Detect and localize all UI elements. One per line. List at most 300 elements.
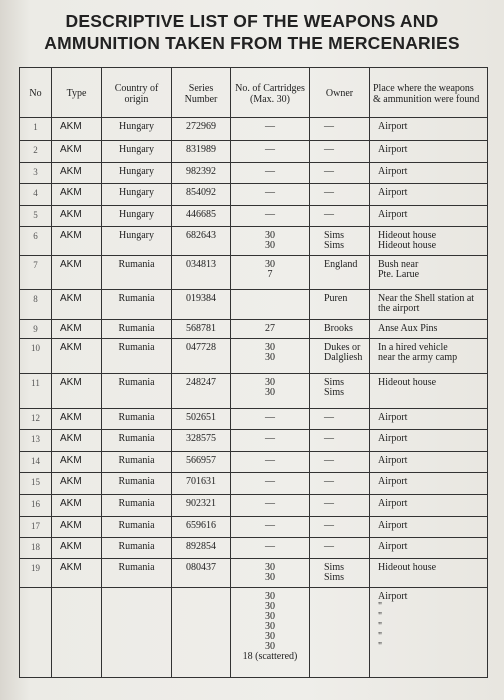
row-number: 4 (33, 188, 38, 198)
series-number: 080437 (186, 562, 216, 573)
row-number-cell (20, 256, 52, 290)
series-number: 248247 (186, 377, 216, 388)
empty-cell (52, 588, 102, 678)
country-of-origin: Rumania (118, 377, 155, 388)
header-place: Place where the weapons & ammunition were found (370, 68, 488, 118)
owner-cell (310, 290, 370, 320)
owner: — (324, 412, 334, 423)
ammo-cartridges-cell (231, 588, 310, 678)
cartridge-count-cell (231, 559, 310, 588)
cartridge-count-cell (231, 452, 310, 473)
cartridge-count: — (265, 187, 275, 198)
header-series: Series Number (172, 68, 231, 118)
row-number: 14 (31, 456, 40, 466)
owner: — (324, 144, 334, 155)
series-number-cell (172, 517, 231, 538)
place-found: In a hired vehicle near the army camp (378, 342, 458, 363)
header-type: Type (52, 68, 102, 118)
series-number-cell (172, 409, 231, 430)
row-number: 13 (31, 434, 40, 444)
weapon-type: AKM (60, 259, 82, 270)
weapon-type-cell (52, 452, 102, 473)
country-of-origin-cell (102, 495, 172, 517)
weapon-type: AKM (60, 293, 82, 304)
place-found: Anse Aux Pins (378, 323, 438, 334)
cartridge-count: 30 7 (265, 259, 275, 280)
table-row (20, 409, 488, 430)
place-found: Airport (378, 209, 408, 220)
series-number: 982392 (186, 166, 216, 177)
owner-cell (310, 495, 370, 517)
cartridge-count: — (265, 498, 275, 509)
country-of-origin-cell (102, 452, 172, 473)
place-found-cell (370, 256, 488, 290)
place-found-cell (370, 163, 488, 184)
country-of-origin-cell (102, 290, 172, 320)
series-number-cell (172, 227, 231, 256)
cartridge-count: — (265, 144, 275, 155)
table-row (20, 452, 488, 473)
owner-cell (310, 452, 370, 473)
table-row (20, 141, 488, 163)
row-number: 16 (31, 499, 40, 509)
table-row (20, 290, 488, 320)
header-owner: Owner (310, 68, 370, 118)
owner-cell (310, 320, 370, 339)
table-row (20, 495, 488, 517)
cartridge-count: — (265, 476, 275, 487)
series-number: 854092 (186, 187, 216, 198)
country-of-origin: Hungary (119, 121, 154, 132)
cartridge-count: 30 30 (265, 562, 275, 583)
country-of-origin: Rumania (118, 476, 155, 487)
series-number-cell (172, 290, 231, 320)
table-row (20, 256, 488, 290)
cartridge-count-cell (231, 538, 310, 559)
country-of-origin-cell (102, 320, 172, 339)
owner-cell (310, 141, 370, 163)
empty-cell (20, 588, 52, 678)
cartridge-count-cell (231, 256, 310, 290)
owner-cell (310, 206, 370, 227)
weapon-type-cell (52, 290, 102, 320)
place-found: Airport (378, 541, 408, 552)
place-found-cell (370, 118, 488, 141)
row-number-cell (20, 374, 52, 409)
empty-cell (102, 588, 172, 678)
place-found-cell (370, 430, 488, 452)
owner: Sims Sims (324, 562, 345, 583)
table-row (20, 227, 488, 256)
place-found-cell (370, 141, 488, 163)
owner: — (324, 498, 334, 509)
title-line-1: DESCRIPTIVE LIST OF THE WEAPONS AND (65, 11, 439, 31)
country-of-origin-cell (102, 339, 172, 374)
row-number: 2 (33, 145, 38, 155)
row-number: 3 (33, 167, 38, 177)
weapon-type-cell (52, 118, 102, 141)
series-number-cell (172, 320, 231, 339)
place-found: Airport (378, 187, 408, 198)
table-row (20, 559, 488, 588)
country-of-origin-cell (102, 538, 172, 559)
place-found: Near the Shell station at the airport (378, 293, 475, 314)
weapon-type: AKM (60, 230, 82, 241)
series-number: 831989 (186, 144, 216, 155)
country-of-origin: Rumania (118, 498, 155, 509)
table-row (20, 163, 488, 184)
row-number: 5 (33, 210, 38, 220)
weapon-type: AKM (60, 476, 82, 487)
row-number-cell (20, 538, 52, 559)
series-number: 682643 (186, 230, 216, 241)
row-number: 8 (33, 294, 38, 304)
weapons-table (19, 67, 488, 678)
table-row (20, 184, 488, 206)
owner: — (324, 476, 334, 487)
cartridge-count-cell (231, 290, 310, 320)
series-number: 659616 (186, 520, 216, 531)
place-found: Airport (378, 144, 408, 155)
cartridge-count: — (265, 412, 275, 423)
cartridge-count: — (265, 455, 275, 466)
owner: — (324, 209, 334, 220)
weapon-type-cell (52, 320, 102, 339)
weapon-type: AKM (60, 209, 82, 220)
place-found-cell (370, 409, 488, 430)
country-of-origin-cell (102, 559, 172, 588)
series-number-cell (172, 184, 231, 206)
cartridge-count-cell (231, 473, 310, 495)
row-number-cell (20, 118, 52, 141)
cartridge-count-cell (231, 206, 310, 227)
owner-cell (310, 163, 370, 184)
weapon-type-cell (52, 206, 102, 227)
cartridge-count: — (265, 209, 275, 220)
series-number-cell (172, 339, 231, 374)
row-number-cell (20, 495, 52, 517)
cartridge-count-cell (231, 141, 310, 163)
owner-cell (310, 256, 370, 290)
cartridge-count-cell (231, 320, 310, 339)
owner: — (324, 520, 334, 531)
weapon-type: AKM (60, 166, 82, 177)
series-number: 902321 (186, 498, 216, 509)
header-cartridges: No. of Cartridges (Max. 30) (231, 68, 310, 118)
country-of-origin-cell (102, 163, 172, 184)
row-number: 17 (31, 521, 40, 531)
place-found-cell (370, 206, 488, 227)
row-number: 6 (33, 231, 38, 241)
table-row (20, 517, 488, 538)
place-found-cell (370, 339, 488, 374)
row-number-cell (20, 559, 52, 588)
weapon-type-cell (52, 256, 102, 290)
weapon-type-cell (52, 141, 102, 163)
place-found: Hideout house (378, 562, 437, 573)
row-number-cell (20, 206, 52, 227)
owner-cell (310, 227, 370, 256)
owner: — (324, 455, 334, 466)
country-of-origin: Rumania (118, 412, 155, 423)
country-of-origin-cell (102, 430, 172, 452)
table-row (20, 118, 488, 141)
cartridge-count-cell (231, 184, 310, 206)
weapon-type: AKM (60, 144, 82, 155)
place-found: Airport (378, 412, 408, 423)
country-of-origin: Rumania (118, 455, 155, 466)
weapon-type-cell (52, 374, 102, 409)
place-found: Airport (378, 498, 408, 509)
row-number-cell (20, 141, 52, 163)
series-number-cell (172, 538, 231, 559)
row-number-cell (20, 473, 52, 495)
table-row (20, 538, 488, 559)
row-number: 15 (31, 477, 40, 487)
cartridge-count: 30 30 (265, 377, 275, 398)
place-found: Airport (378, 166, 408, 177)
weapon-type: AKM (60, 562, 82, 573)
cartridge-count-cell (231, 339, 310, 374)
owner-cell (310, 409, 370, 430)
place-found-cell (370, 290, 488, 320)
country-of-origin: Hungary (119, 230, 154, 241)
owner: — (324, 433, 334, 444)
series-number: 047728 (186, 342, 216, 353)
cartridge-count-cell (231, 409, 310, 430)
place-found-cell (370, 452, 488, 473)
series-number-cell (172, 430, 231, 452)
table-row (20, 430, 488, 452)
owner-cell (310, 118, 370, 141)
place-found: Bush near Pte. Larue (378, 259, 420, 280)
row-number-cell (20, 517, 52, 538)
table-row (20, 374, 488, 409)
weapon-type-cell (52, 473, 102, 495)
country-of-origin: Hungary (119, 187, 154, 198)
weapon-type: AKM (60, 412, 82, 423)
country-of-origin-cell (102, 473, 172, 495)
country-of-origin-cell (102, 141, 172, 163)
weapon-type-cell (52, 559, 102, 588)
cartridge-count-cell (231, 227, 310, 256)
owner-cell (310, 473, 370, 495)
country-of-origin-cell (102, 184, 172, 206)
series-number: 446685 (186, 209, 216, 220)
place-found-cell (370, 495, 488, 517)
owner-cell (310, 339, 370, 374)
series-number: 328575 (186, 433, 216, 444)
country-of-origin: Rumania (118, 323, 155, 334)
series-number-cell (172, 118, 231, 141)
owner: England (324, 259, 358, 270)
country-of-origin: Rumania (118, 433, 155, 444)
series-number-cell (172, 141, 231, 163)
place-found-cell (370, 320, 488, 339)
weapon-type: AKM (60, 342, 82, 353)
place-found-cell (370, 374, 488, 409)
cartridge-count: — (265, 520, 275, 531)
row-number-cell (20, 184, 52, 206)
series-number: 034813 (186, 259, 216, 270)
row-number: 19 (31, 563, 40, 573)
series-number-cell (172, 452, 231, 473)
owner-cell (310, 517, 370, 538)
cartridge-count-cell (231, 163, 310, 184)
series-number: 568781 (186, 323, 216, 334)
weapon-type-cell (52, 163, 102, 184)
series-number: 566957 (186, 455, 216, 466)
row-number-cell (20, 227, 52, 256)
series-number: 701631 (186, 476, 216, 487)
owner: Sims Sims (324, 230, 345, 251)
weapon-type-cell (52, 184, 102, 206)
cartridge-count-cell (231, 495, 310, 517)
owner-cell (310, 430, 370, 452)
country-of-origin: Rumania (118, 293, 155, 304)
place-found-cell (370, 473, 488, 495)
place-found: Hideout house Hideout house (378, 230, 437, 251)
table-row (20, 320, 488, 339)
weapon-type: AKM (60, 455, 82, 466)
row-number-cell (20, 452, 52, 473)
row-number: 1 (33, 122, 38, 132)
weapon-type: AKM (60, 498, 82, 509)
weapon-type: AKM (60, 520, 82, 531)
weapon-type: AKM (60, 121, 82, 132)
country-of-origin-cell (102, 227, 172, 256)
row-number: 7 (33, 260, 38, 270)
series-number-cell (172, 256, 231, 290)
place-found-cell (370, 227, 488, 256)
owner: Dukes or Dalgliesh (324, 342, 363, 363)
row-number: 12 (31, 413, 40, 423)
owner: Brooks (324, 323, 353, 334)
title-line-2: AMMUNITION TAKEN FROM THE MERCENARIES (44, 33, 460, 53)
series-number: 272969 (186, 121, 216, 132)
empty-cell (172, 588, 231, 678)
country-of-origin: Hungary (119, 166, 154, 177)
owner-cell (310, 538, 370, 559)
country-of-origin-cell (102, 256, 172, 290)
row-number: 10 (31, 343, 40, 353)
country-of-origin: Hungary (119, 144, 154, 155)
weapon-type: AKM (60, 323, 82, 334)
ammunition-row (20, 588, 488, 678)
cartridge-count: — (265, 121, 275, 132)
owner-cell (310, 559, 370, 588)
weapon-type-cell (52, 409, 102, 430)
owner-cell (310, 184, 370, 206)
series-number-cell (172, 374, 231, 409)
row-number: 18 (31, 542, 40, 552)
table-row (20, 206, 488, 227)
owner: — (324, 121, 334, 132)
row-number-cell (20, 163, 52, 184)
row-number: 11 (31, 378, 40, 388)
row-number-cell (20, 430, 52, 452)
series-number: 892854 (186, 541, 216, 552)
country-of-origin-cell (102, 118, 172, 141)
row-number-cell (20, 290, 52, 320)
cartridge-count-cell (231, 430, 310, 452)
owner: Puren (324, 293, 348, 304)
document-title (0, 10, 504, 54)
place-found-cell (370, 538, 488, 559)
series-number: 502651 (186, 412, 216, 423)
row-number-cell (20, 320, 52, 339)
empty-cell (310, 588, 370, 678)
series-number-cell (172, 163, 231, 184)
cartridge-count: 30 30 (265, 342, 275, 363)
weapon-type-cell (52, 339, 102, 374)
country-of-origin-cell (102, 409, 172, 430)
weapon-type: AKM (60, 187, 82, 198)
series-number-cell (172, 559, 231, 588)
weapon-type-cell (52, 538, 102, 559)
cartridge-count-cell (231, 517, 310, 538)
row-number-cell (20, 409, 52, 430)
owner: — (324, 541, 334, 552)
header-no: No (20, 68, 52, 118)
place-found: Airport (378, 121, 408, 132)
country-of-origin: Rumania (118, 520, 155, 531)
weapon-type-cell (52, 227, 102, 256)
weapon-type-cell (52, 430, 102, 452)
weapon-type-cell (52, 495, 102, 517)
table-row (20, 473, 488, 495)
country-of-origin: Rumania (118, 562, 155, 573)
owner: — (324, 187, 334, 198)
table-row (20, 339, 488, 374)
place-found: Airport (378, 433, 408, 444)
weapon-type: AKM (60, 433, 82, 444)
place-found: Hideout house (378, 377, 437, 388)
weapon-type: AKM (60, 377, 82, 388)
cartridge-count: — (265, 541, 275, 552)
cartridge-count: 30 30 (265, 230, 275, 251)
table-header-row (20, 68, 488, 118)
weapon-type: AKM (60, 541, 82, 552)
country-of-origin-cell (102, 517, 172, 538)
row-number-cell (20, 339, 52, 374)
cartridge-count-cell (231, 374, 310, 409)
cartridge-count (234, 290, 306, 294)
cartridge-count: — (265, 166, 275, 177)
series-number-cell (172, 473, 231, 495)
ammo-cartridges: 30 30 30 30 30 30 18 (scattered) (242, 591, 298, 662)
series-number-cell (172, 495, 231, 517)
country-of-origin: Rumania (118, 541, 155, 552)
place-found: Airport (378, 520, 408, 531)
row-number: 9 (33, 324, 38, 334)
place-found: Airport (378, 476, 408, 487)
place-found-cell (370, 559, 488, 588)
country-of-origin-cell (102, 206, 172, 227)
place-found: Airport (378, 455, 408, 466)
ammo-place: Airport " " " " " (378, 591, 408, 652)
owner-cell (310, 374, 370, 409)
owner: — (324, 166, 334, 177)
country-of-origin-cell (102, 374, 172, 409)
series-number-cell (172, 206, 231, 227)
place-found-cell (370, 184, 488, 206)
cartridge-count: 27 (265, 323, 275, 334)
country-of-origin: Rumania (118, 342, 155, 353)
owner: Sims Sims (324, 377, 345, 398)
cartridge-count: — (265, 433, 275, 444)
country-of-origin: Hungary (119, 209, 154, 220)
